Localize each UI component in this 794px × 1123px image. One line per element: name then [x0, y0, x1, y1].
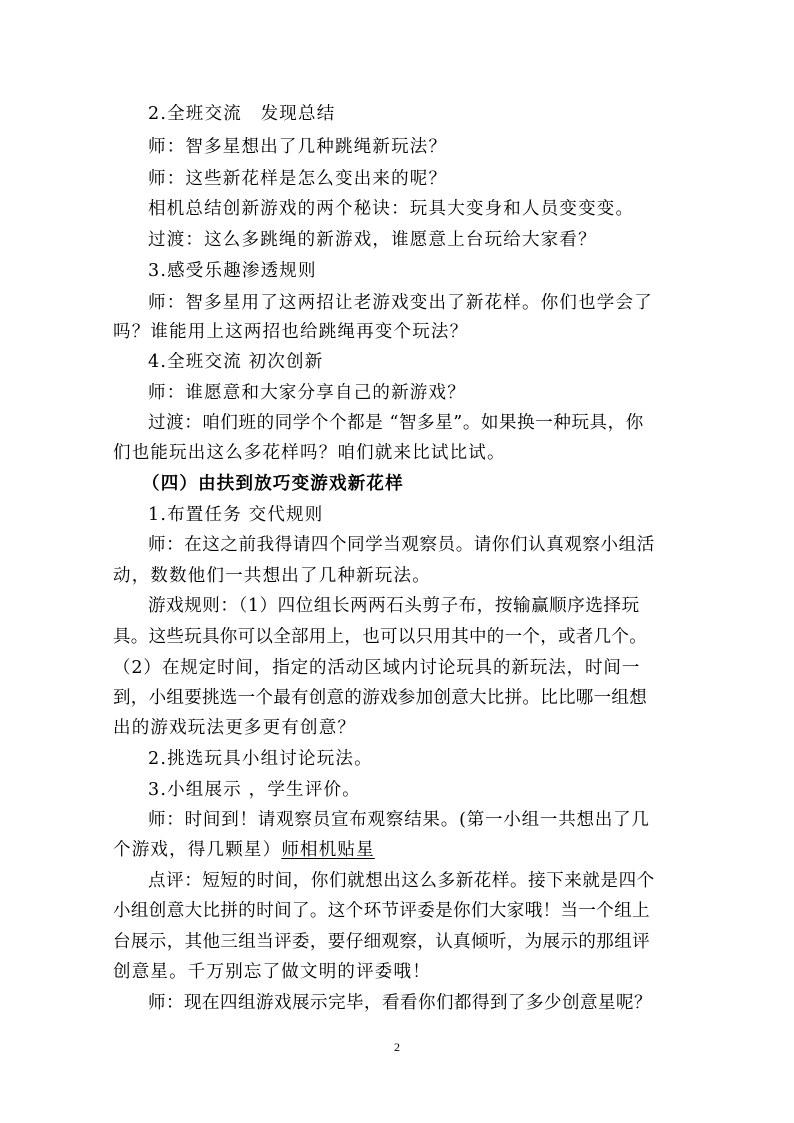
paragraph-line: 师：时间到！请观察员宣布观察结果。(第一小组一共想出了几	[148, 810, 650, 830]
paragraph-line: 台展示，其他三组当评委，要仔细观察，认真倾听，为展示的那组评	[113, 932, 650, 952]
paragraph-line: 点评：短短的时间，你们就想出这么多新花样。接下来就是四个	[148, 871, 655, 891]
paragraph-line: 相机总结创新游戏的两个秘诀：玩具大变身和人员变变变。	[148, 199, 635, 219]
section-heading: 2.全班交流 发现总结	[148, 104, 336, 124]
paragraph-line: 师：智多星想出了几种跳绳新玩法？	[148, 137, 448, 157]
paragraph-line: 具。这些玩具你可以全部用上，也可以只用其中的一个，或者几个。	[113, 627, 647, 647]
section-heading: 2.挑选玩具小组讨论玩法。	[148, 749, 373, 769]
paragraph-line: 们也能玩出这么多花样吗？咱们就来比试比试。	[113, 443, 506, 463]
paragraph-line: 动，数数他们一共想出了几种新玩法。	[113, 566, 431, 586]
paragraph-line: 过渡：咱们班的同学个个都是 “智多星”。如果换一种玩具，你	[148, 413, 644, 433]
paragraph-line: 小组创意大比拼的时间了。这个环节评委是你们大家哦！当一个组上	[113, 901, 650, 921]
paragraph-line: 师：智多星用了这两招让老游戏变出了新花样。你们也学会了	[148, 293, 653, 313]
section-heading: 4.全班交流 初次创新	[148, 352, 324, 372]
paragraph-line: 游戏规则：（1）四位组长两两石头剪子布，按输赢顺序选择玩	[148, 596, 640, 616]
paragraph-line: 创意星。千万别忘了做文明的评委哦！	[113, 962, 431, 982]
paragraph-line: 师：谁愿意和大家分享自己的新游戏？	[148, 383, 466, 403]
page-number: 2	[394, 1040, 400, 1054]
section-heading: 3.感受乐趣渗透规则	[148, 261, 317, 281]
paragraph-line: （2）在规定时间，指定的活动区域内讨论玩具的新玩法，时间一	[113, 658, 641, 678]
section-heading: 1.布置任务 交代规则	[148, 505, 324, 525]
section-heading: 3.小组展示 ，学生评价。	[148, 780, 361, 800]
paragraph-line: 过渡：这么多跳绳的新游戏，谁愿意上台玩给大家看？	[148, 230, 597, 250]
paragraph-text: 个游戏，得几颗星）	[113, 840, 282, 860]
paragraph-line: 吗？谁能用上这两招也给跳绳再变个玩法？	[113, 322, 469, 342]
underlined-note: 师相机贴星	[281, 840, 375, 860]
paragraph-line: 到，小组要挑选一个最有创意的游戏参加创意大比拼。比比哪一组想	[113, 688, 647, 708]
paragraph-line: 师：在这之前我得请四个同学当观察员。请你们认真观察小组活	[148, 535, 655, 555]
paragraph-line: 师：这些新花样是怎么变出来的呢？	[148, 169, 448, 189]
part-heading: （四）由扶到放巧变游戏新花样	[142, 474, 404, 494]
paragraph-line	[113, 839, 375, 861]
paragraph-line: 出的游戏玩法更多更有创意？	[113, 718, 357, 738]
paragraph-line: 师：现在四组游戏展示完毕，看看你们都得到了多少创意星呢？	[148, 993, 652, 1013]
